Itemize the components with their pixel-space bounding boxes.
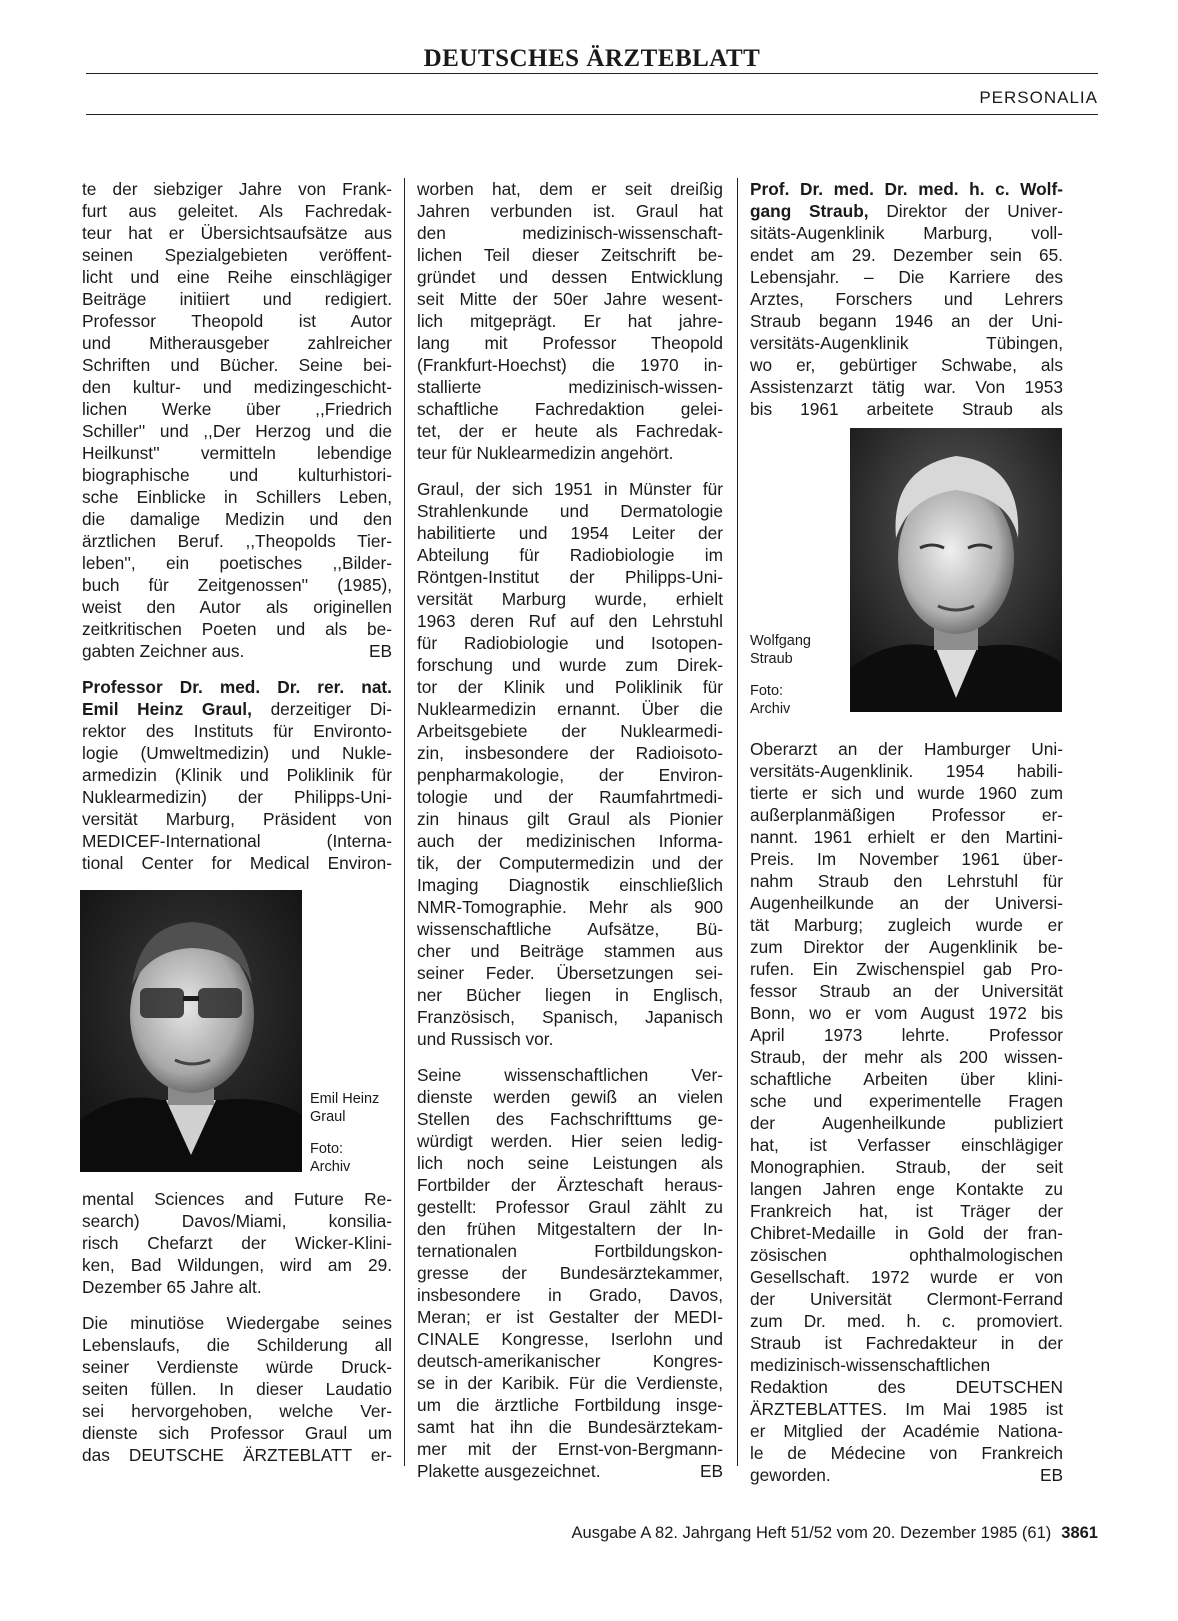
text-line: Nuklearmedizin ernannt. Über die: [417, 699, 723, 719]
text-line: Preis. Im November 1961 über-: [750, 849, 1063, 869]
text-line: Röntgen-Institut der Philipps-Uni-: [417, 567, 723, 587]
text-line: stallierte medizinisch-wissen-: [417, 377, 723, 397]
text-line: sche Einblicke in Schillers Leben,: [82, 487, 392, 507]
text-line: Imaging Diagnostik einschließlich: [417, 875, 723, 895]
text-line: Straub ist Fachredakteur in der: [750, 1333, 1063, 1353]
text-line: Nuklearmedizin) der Philipps-Uni-: [82, 787, 392, 807]
text-line: risch Chefarzt der Wicker-Klini-: [82, 1233, 392, 1253]
text-line: licht und eine Reihe einschlägiger: [82, 267, 392, 287]
text-line: biographische und kulturhistori-: [82, 465, 392, 485]
section-rule: [86, 114, 1098, 115]
text-line: Schriften und Bücher. Seine bei-: [82, 355, 392, 375]
text-line: Gesellschaft. 1972 wurde er von: [750, 1267, 1063, 1287]
text-line: Redaktion des DEUTSCHEN: [750, 1377, 1063, 1397]
article-graul-intro: [82, 676, 392, 874]
text-line-bold: [750, 178, 1063, 200]
text-line: das DEUTSCHE ÄRZTEBLATT er-: [82, 1445, 392, 1465]
text-line: den frühen Mitgestaltern der In-: [417, 1219, 723, 1239]
text-line: weist den Autor als originellen: [82, 597, 392, 617]
article-graul-research: [417, 478, 723, 1050]
text-line: Lebensjahr. – Die Karriere des: [750, 267, 1063, 287]
caption-graul: [310, 1090, 379, 1176]
text-line: wo er, gebürtiger Schwabe, als: [750, 355, 1063, 375]
text-line: Beiträge initiiert und redigiert.: [82, 289, 392, 309]
column-1-top: [82, 178, 392, 874]
text-line: Arztes, Forschers und Lehrers: [750, 289, 1063, 309]
text-line: te der siebziger Jahre von Frank-: [82, 179, 392, 199]
portrait-graul: [80, 890, 302, 1172]
text-line: der Universität Clermont-Ferrand: [750, 1289, 1063, 1309]
text-line: teur hat er Übersichtsaufsätze aus: [82, 223, 392, 243]
signature-line: [82, 640, 392, 662]
text-line: gresse der Bundesärztekammer,: [417, 1263, 723, 1283]
text-line: seiten füllen. In dieser Laudatio: [82, 1379, 392, 1399]
signature-line-text: Plakette ausgezeichnet.: [417, 1461, 601, 1481]
text-line: zum Direktor der Augenklinik be-: [750, 937, 1063, 957]
text-line: nahm Straub den Lehrstuhl für: [750, 871, 1063, 891]
caption-straub: [750, 632, 811, 718]
caption-graul-credit-1: Foto:: [310, 1141, 344, 1157]
text-line: ärztlichen Beruf. ,,Theopolds Tier-: [82, 531, 392, 551]
text-line: medizinisch-wissenschaftlichen: [750, 1355, 991, 1375]
text-line: ner Bücher liegen in Englisch,: [417, 985, 723, 1005]
text-line: tät Marburg; zugleich wurde er: [750, 915, 1063, 935]
column-2: [417, 178, 723, 1482]
text-line: der Augenheilkunde publiziert: [750, 1113, 1063, 1133]
article-theopold-end: [82, 178, 392, 662]
text-line: Graul, der sich 1951 in Münster für: [417, 479, 723, 499]
text-line: tologie und der Raumfahrtmedi-: [417, 787, 723, 807]
text-line: fessor Straub an der Universität: [750, 981, 1063, 1001]
text-line: Frankreich hat, ist Träger der: [750, 1201, 1063, 1221]
text-line: gestellt: Professor Graul zählt zu: [417, 1197, 723, 1217]
text-line: Heilkunst'' vermitteln lebendige: [82, 443, 392, 463]
article-graul-honors: [417, 1064, 723, 1482]
text-line: lich mitgeprägt. Er hat jahre-: [417, 311, 723, 331]
text-line: cher und Beiträge stammen aus: [417, 941, 723, 961]
text-line: seiner Verdienste würde Druck-: [82, 1357, 392, 1377]
text-line-bold: [82, 676, 392, 698]
text-line: Fortbilder der Ärzteschaft heraus-: [417, 1175, 723, 1195]
signature-line-text: geworden.: [750, 1465, 831, 1485]
text-line: samt hat ihn die Bundesärztekam-: [417, 1417, 723, 1437]
text-line: zin, insbesondere der Radioisoto-: [417, 743, 723, 763]
text-line: se in der Karibik. Für die Verdienste,: [417, 1373, 723, 1393]
text-line: Dezember 65 Jahre alt.: [82, 1277, 262, 1297]
text-line: tierte er sich und wurde 1960 zum: [750, 783, 1063, 803]
text-line: mental Sciences and Future Re-: [82, 1189, 392, 1209]
text-line: seit Mitte der 50er Jahre wesent-: [417, 289, 723, 309]
text-line: seiner Feder. Übersetzungen sei-: [417, 963, 723, 983]
text-line: ternationalen Fortbildungskon-: [417, 1241, 723, 1261]
portrait-straub-image: [850, 428, 1062, 712]
text-line: außerplanmäßigen Professor er-: [750, 805, 1063, 825]
text-fragment: derzeitiger Di-: [270, 699, 392, 719]
text-line: Abteilung für Radiobiologie im: [417, 545, 723, 565]
author-initials: EB: [1039, 1465, 1063, 1485]
text-line: leben'', ein poetisches ,,Bilder-: [82, 553, 392, 573]
article-straub-intro: [750, 178, 1063, 420]
caption-straub-credit-1: Foto:: [750, 683, 784, 699]
text-line: den kultur- und medizingeschicht-: [82, 377, 392, 397]
column-3-top: [750, 178, 1063, 420]
article-graul-career: [417, 178, 723, 464]
text-line: langen Jahren enge Kontakte zu: [750, 1179, 1063, 1199]
text-line: zum Dr. med. h. c. promoviert.: [750, 1311, 1063, 1331]
text-line: Strahlenkunde und Dermatologie: [417, 501, 723, 521]
text-line: search) Davos/Miami, konsilia-: [82, 1211, 392, 1231]
text-line: versität Marburg wurde, erhielt: [417, 589, 723, 609]
author-initials: EB: [699, 1461, 723, 1481]
text-line: ken, Bad Wildungen, wird am 29.: [82, 1255, 392, 1275]
text-line: tional Center for Medical Environ-: [82, 853, 392, 873]
text-line: tet, der er heute als Fachredak-: [417, 421, 723, 441]
page-footer: [572, 1524, 1098, 1543]
text-line: Lebenslaufs, die Schilderung all: [82, 1335, 392, 1355]
text-line: mer mit der Ernst-von-Bergmann-: [417, 1439, 723, 1459]
column-divider-2: [737, 178, 738, 1466]
text-line: versitäts-Augenklinik. 1954 habili-: [750, 761, 1063, 781]
text-line: hat, ist Verfasser einschlägiger: [750, 1135, 1063, 1155]
text-line: Seine wissenschaftlichen Ver-: [417, 1065, 723, 1085]
text-line: für Radiobiologie und Isotopen-: [417, 633, 723, 653]
text-line: lichen Teil dieser Zeitschrift be-: [417, 245, 723, 265]
masthead: DEUTSCHES ÄRZTEBLATT: [423, 45, 761, 72]
text-line: MEDICEF-International (Interna-: [82, 831, 392, 851]
text-line: lich noch seine Leistungen als: [417, 1153, 723, 1173]
text-line: sitäts-Augenklinik Marburg, voll-: [750, 223, 1063, 243]
text-line: würdigt werden. Hier seien ledig-: [417, 1131, 723, 1151]
text-line: sei hervorgehoben, welche Ver-: [82, 1401, 392, 1421]
text-line: logie (Umweltmedizin) und Nukle-: [82, 743, 392, 763]
text-line: dienste werden gewiß an vielen: [417, 1087, 723, 1107]
caption-straub-name-2: Straub: [750, 651, 793, 667]
text-line: den medizinisch-wissenschaft-: [417, 223, 723, 243]
text-line: Meran; er ist Gestalter der MEDI-: [417, 1307, 723, 1327]
portrait-straub: [850, 428, 1062, 712]
signature-line: [750, 1464, 1063, 1486]
text-line: [82, 698, 392, 720]
text-line: insbesondere in Grado, Davos,: [417, 1285, 723, 1305]
text-line: dienste sich Professor Graul um: [82, 1423, 392, 1443]
text-line: NMR-Tomographie. Mehr als 900: [417, 897, 723, 917]
text-line: Die minutiöse Wiedergabe seines: [82, 1313, 392, 1333]
text-line: wissenschaftliche Aufsätze, Bü-: [417, 919, 723, 939]
portrait-graul-image: [80, 890, 302, 1172]
text-line: forschung und wurde zum Direk-: [417, 655, 723, 675]
article-straub-career: [750, 738, 1063, 1486]
text-line: armedizin (Klinik und Poliklinik für: [82, 765, 392, 785]
text-fragment: Direktor der Univer-: [886, 201, 1063, 221]
column-1-bottom: [82, 1188, 392, 1466]
signature-line: [417, 1460, 723, 1482]
text-line: Assistenzarzt tätig war. Von 1953: [750, 377, 1063, 397]
text-line: zeitkritischen Poeten und als be-: [82, 619, 392, 639]
header-rule: [86, 73, 1098, 74]
text-line: rektor des Instituts für Environto-: [82, 721, 392, 741]
person-name: gang Straub,: [750, 201, 869, 221]
text-line: lichen Werke über ,,Friedrich: [82, 399, 392, 419]
text-line: tor der Klinik und Poliklinik für: [417, 677, 723, 697]
caption-graul-credit-2: Archiv: [310, 1159, 351, 1175]
text-line: seinen Spezialgebieten veröffent-: [82, 245, 392, 265]
text-line: Monographien. Straub, der seit: [750, 1157, 1063, 1177]
text-line: zin hinaus gilt Graul als Pionier: [417, 809, 723, 829]
text-line: rufen. Ein Zwischenspiel gab Pro-: [750, 959, 1063, 979]
text-line: schaftliche Fachredaktion gelei-: [417, 399, 723, 419]
text-line: Augenheilkunde an der Universi-: [750, 893, 1063, 913]
person-name: Prof. Dr. med. Dr. med. h. c. Wolf-: [750, 179, 1063, 199]
text-line: versitäts-Augenklinik Tübingen,: [750, 333, 1063, 353]
text-line: und Russisch vor.: [417, 1029, 554, 1049]
text-line: bis 1961 arbeitete Straub als: [750, 399, 1063, 419]
text-line: Professor Theopold ist Autor: [82, 311, 392, 331]
text-line: lang mit Professor Theopold: [417, 333, 723, 353]
person-name: Emil Heinz Graul,: [82, 699, 252, 719]
text-line: teur für Nuklearmedizin angehört.: [417, 443, 674, 463]
text-line: Stellen des Fachschrifttums ge-: [417, 1109, 723, 1129]
text-line: Bonn, wo er vom August 1972 bis: [750, 1003, 1063, 1023]
text-line: Schiller'' und ,,Der Herzog und die: [82, 421, 392, 441]
text-line: um die ärztliche Fortbildung insge-: [417, 1395, 723, 1415]
text-line: penpharmakologie, der Environ-: [417, 765, 723, 785]
caption-straub-credit-2: Archiv: [750, 701, 791, 717]
section-label: PERSONALIA: [979, 88, 1098, 107]
text-line: worben hat, dem er seit dreißig: [417, 179, 723, 199]
author-initials: EB: [368, 641, 392, 661]
text-line: Französisch, Spanisch, Japanisch: [417, 1007, 723, 1027]
text-line: Chibret-Medaille in Gold der fran-: [750, 1223, 1063, 1243]
text-line: Jahren verbunden ist. Graul hat: [417, 201, 723, 221]
text-line: auch der medizinischen Informa-: [417, 831, 723, 851]
text-line: CINALE Kongresse, Iserlohn und: [417, 1329, 723, 1349]
text-line: die damalige Medizin und den: [82, 509, 392, 529]
caption-straub-name-1: Wolfgang: [750, 633, 811, 649]
footer-issue: Ausgabe A 82. Jahrgang Heft 51/52 vom 20. Dezember 1985 (61): [571, 1524, 1052, 1542]
text-line: gründet und dessen Entwicklung: [417, 267, 723, 287]
text-line: endet am 29. Dezember sein 65.: [750, 245, 1063, 265]
article-graul-tribute: [82, 1312, 392, 1466]
page-number: 3861: [1061, 1524, 1098, 1542]
text-line: Oberarzt an der Hamburger Uni-: [750, 739, 1063, 759]
article-graul-continued: [82, 1188, 392, 1298]
text-line: er Mitglied der Académie Nationa-: [750, 1421, 1063, 1441]
text-line: habilitierte und 1954 Leiter der: [417, 523, 723, 543]
text-line: (Frankfurt-Hoechst) die 1970 in-: [417, 355, 723, 375]
text-line: versität Marburg, Präsident von: [82, 809, 392, 829]
person-name: Professor Dr. med. Dr. rer. nat.: [82, 677, 392, 697]
column-3-bottom: [750, 738, 1063, 1486]
text-line: zösischen ophthalmologischen: [750, 1245, 1063, 1265]
caption-graul-name-2: Graul: [310, 1109, 346, 1125]
text-line: ÄRZTEBLATTES. Im Mai 1985 ist: [750, 1399, 1063, 1419]
text-line: furt aus geleitet. Als Fachredak-: [82, 201, 392, 221]
text-line: le de Médecine von Frankreich: [750, 1443, 1063, 1463]
text-line: Straub, der mehr als 200 wissen-: [750, 1047, 1063, 1067]
text-line: deutsch-amerikanischer Kongres-: [417, 1351, 723, 1371]
text-line: Arbeitsgebiete der Nuklearmedi-: [417, 721, 723, 741]
text-line: Straub begann 1946 an der Uni-: [750, 311, 1063, 331]
text-line: tik, der Computermedizin und der: [417, 853, 723, 873]
text-line: [750, 200, 1063, 222]
text-line: 1963 deren Ruf auf den Lehrstuhl: [417, 611, 723, 631]
text-line: schaftliche Arbeiten über klini-: [750, 1069, 1063, 1089]
caption-graul-name-1: Emil Heinz: [310, 1091, 380, 1107]
text-line: buch für Zeitgenossen'' (1985),: [82, 575, 392, 595]
text-line: nannt. 1961 erhielt er den Martini-: [750, 827, 1063, 847]
text-line: sche und experimentelle Fragen: [750, 1091, 1063, 1111]
column-divider-1: [404, 178, 405, 1466]
signature-line-text: gabten Zeichner aus.: [82, 641, 245, 661]
text-line: und Mitherausgeber zahlreicher: [82, 333, 392, 353]
text-line: April 1973 lehrte. Professor: [750, 1025, 1063, 1045]
